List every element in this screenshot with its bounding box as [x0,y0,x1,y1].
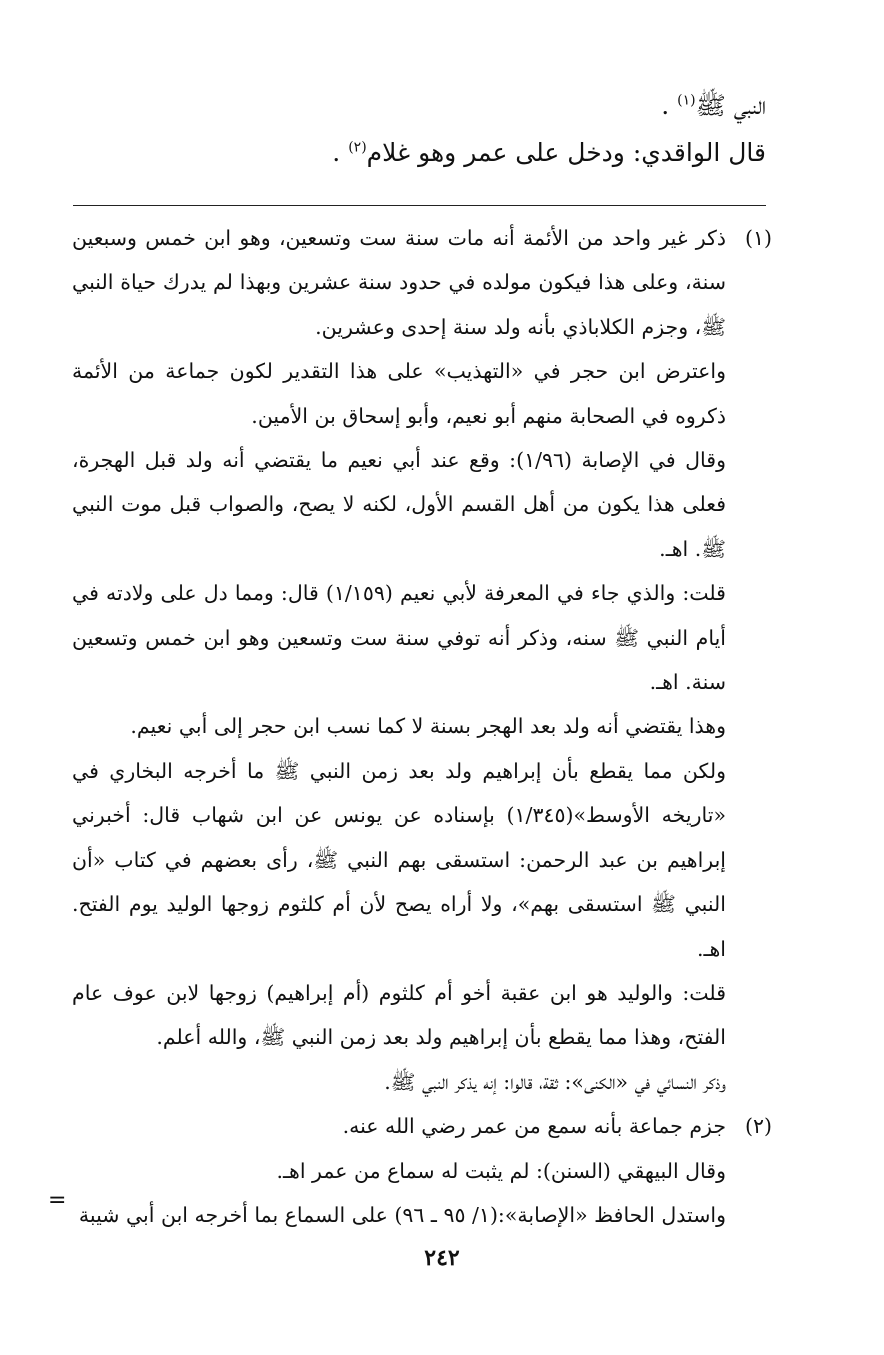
footnote-1-paragraph: وذكر النسائي في «الكنى»: ثقة، قالوا: إنه يذكر النبي ﷺ. [384,1069,726,1094]
footnote-2 [72,1104,772,1237]
footnote-ref-1: (١) [677,92,696,109]
footnote-1 [72,216,772,1104]
footnote-2-paragraph: واستدل الحافظ «الإصابة»:(١/ ٩٥ ـ ٩٦) على السماع بما أخرجه ابن أبي شيبة [78,1202,726,1227]
main-line-1 [76,82,766,129]
footnotes-section [72,216,772,1237]
footnote-1-paragraph: وقال في الإصابة (١/٩٦): وقع عند أبي نعيم ما يقتضي أنه ولد قبل الهجرة، فعلى هذا يكون من أهل القسم الأول، لكنه لا يصح، والصواب قبل موت النبي ﷺ. اهـ. [72,448,726,561]
footnote-1-paragraph: ولكن مما يقطع بأن إبراهيم ولد بعد زمن النبي ﷺ ما أخرجه البخاري في «تاريخه الأوسط»(١/٣٤٥) بإسناده عن يونس عن ابن شهاب قال: أخبرني إبراهيم بن عبد الرحمن: استسقى بهم النبي ﷺ، رأى بعضهم في كتاب «أن النبي ﷺ استسقى بهم»، ولا أراه يصح لأن أم كلثوم زوجها الوليد يوم الفتح. اهـ. [72,758,726,961]
continuation-mark: = [48,1188,67,1213]
page-number: ٢٤٢ [424,1245,460,1271]
footnote-1-paragraph: واعترض ابن حجر في «التهذيب» على هذا التقدير لكون جماعة من الأئمة ذكروه في الصحابة منهم أبو نعيم، وأبو إسحاق بن الأمين. [72,359,726,428]
main-line-2-text: قال الواقدي: ودخل على عمر وهو غلام [366,138,766,167]
footnote-1-paragraph: ذكر غير واحد من الأئمة أنه مات سنة ست وتسعين، وهو ابن خمس وسبعين سنة، وعلى هذا فيكون مولده في حدود سنة عشرين وبهذا لم يدرك حياة النبي ﷺ، وجزم الكلاباذي بأنه ولد سنة إحدى وعشرين. [72,226,726,339]
footnote-1-paragraph: وهذا يقتضي أنه ولد بعد الهجر بسنة لا كما نسب ابن حجر إلى أبي نعيم. [130,714,726,739]
main-line-1-end: . [661,91,678,120]
footnote-2-number: (٢) [744,1114,772,1139]
footnote-1-number: (١) [744,226,772,250]
main-line-2-end: . [332,138,349,167]
main-line-2 [76,129,766,176]
main-text [76,82,766,176]
footnote-2-paragraph: جزم جماعة بأنه سمع من عمر رضي الله عنه. [342,1114,726,1139]
footnote-2-paragraph: وقال البيهقي (السنن): لم يثبت له سماع من عمر اهـ. [276,1158,726,1183]
footnote-ref-2: (٢) [348,139,367,156]
footnote-1-paragraph: قلت: والذي جاء في المعرفة لأبي نعيم (١/١٥٩) قال: ومما دل على ولادته في أيام النبي ﷺ سنه، وذكر أنه توفي سنة ست وتسعين وهو ابن خمس وتسعين سنة. اهـ. [72,581,726,695]
main-line-1-text: النبي ﷺ [695,91,766,120]
footnote-separator [73,205,766,206]
footnote-1-paragraph: قلت: والوليد هو ابن عقبة أخو أم كلثوم (أم إبراهيم) زوجها لابن عوف عام الفتح، وهذا مما يقطع بأن إبراهيم ولد بعد زمن النبي ﷺ، والله أعلم. [72,980,726,1050]
